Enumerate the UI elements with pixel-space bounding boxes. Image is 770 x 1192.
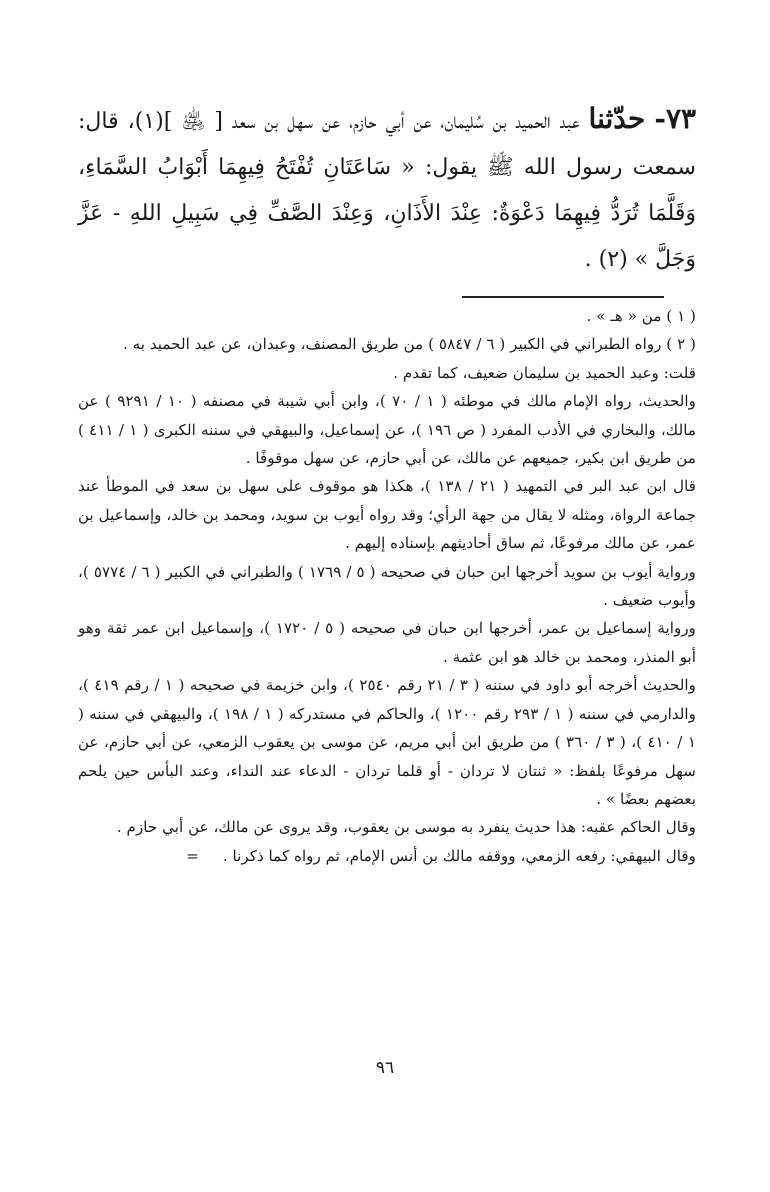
- footnote-paragraph: والحديث، رواه الإمام مالك في موطئه ( ١ / ٧٠ )، وابن أبي شيبة في مصنفه ( ١٠ / ٩٢٩١ ) عن مالك، والبخاري في الأدب المفرد ( ص ١٩٦ )، عن إسماعيل، والبيهقي في سننه الكبرى ( ١ / ٤١١ ) من طريق ابن بكير، جميعهم عن مالك، عن أبي حازم، عن سهل موقوفًا .: [78, 392, 696, 468]
- footnotes: [78, 302, 696, 870]
- footnote-separator: [462, 296, 664, 298]
- footnote-1: ( ١ ) من « هـ » .: [586, 307, 696, 325]
- footnote-paragraph: ورواية إسماعيل بن عمر، أخرجها ابن حبان في صحيحه ( ٥ / ١٧٢٠ )، وإسماعيل ابن عمر ثقة وهو أبو المنذر، ومحمد بن خالد هو ابن عثمة .: [78, 619, 696, 666]
- narration-keyword: حدّثنا: [588, 102, 646, 135]
- hadith-number: ٧٣-: [654, 102, 697, 135]
- page-number: ٩٦: [375, 1058, 395, 1078]
- continuation-mark: =: [186, 846, 199, 865]
- footnote-last-paragraph: [78, 842, 696, 870]
- footnote-paragraph-text: وقال البيهقي: رفعه الزمعي، ووقفه مالك بن أنس الإمام، ثم رواه كما ذكرنا .: [222, 846, 696, 865]
- footnote-paragraph: وقال الحاكم عقبه: هذا حديث ينفرد به موسى بن يعقوب، وقد يروى عن مالك، عن أبي حازم .: [116, 818, 696, 837]
- footnote-paragraph: ورواية أيوب بن سويد أخرجها ابن حبان في صحيحه ( ٥ / ١٧٦٩ ) والطبراني في الكبير ( ٦ / ٥٧٧٤ )، وأيوب ضعيف .: [78, 562, 697, 610]
- hadith-text: [78, 96, 696, 283]
- footnote-paragraph: قلت: وعبد الحميد بن سليمان ضعيف، كما تقدم .: [393, 363, 696, 382]
- footnote-paragraph: قال ابن عبد البر في التمهيد ( ٢١ / ١٣٨ )، هكذا هو موقوف على سهل بن سعد في الموطأ عند جماعة الرواة، ومثله لا يقال من جهة الرأي؛ وقد رواه أيوب بن سويد، ومحمد بن خالد، وإسماعيل بن عمر، عن مالك مرفوعًا، ثم ساق أحاديثهم بإسناده إليهم .: [78, 477, 696, 553]
- hadith-body: عبد الحميد بن سُليمان، عن أبي حازم، عن سهل بن سعد [ ﵁ ](١)، قال: سمعت رسول الله ﷺ يقول: « سَاعَتَانِ تُفْتَحُ فِيهِمَا أَبْوَابُ السَّمَاءِ، وَقَلَّمَا تُرَدُّ فِيهِمَا دَعْوَةٌ: عِنْدَ الأَذَانِ، وَعِنْدَ الصَّفِّ فِي سَبِيلِ اللهِ - عَزَّ وَجَلَّ » (٢) .: [78, 109, 696, 272]
- footnote-paragraph: والحديث أخرجه أبو داود في سننه ( ٣ / ٢١ رقم ٢٥٤٠ )، وابن خزيمة في صحيحه ( ١ / رقم ٤١٩ )، والدارمي في سننه ( ١ / ٢٩٣ رقم ١٢٠٠ )، والحاكم في مستدركه ( ١ / ١٩٨ )، والبيهقي في سننه ( ١ / ٤١٠ )، ( ٣ / ٣٦٠ ) من طريق ابن أبي مريم، عن موسى بن يعقوب الزمعي، عن أبي حازم، عن سهل مرفوعًا بلفظ: « ثنتان لا تردان - أو قلما تردان - الدعاء عند النداء، وعند البأس حين يلحم بعضهم بعضًا » .: [78, 676, 696, 808]
- footnote-2: ( ٢ ) رواه الطبراني في الكبير ( ٦ / ٥٨٤٧ ) من طريق المصنف، وعبدان، عن عبد الحميد به .: [122, 335, 696, 354]
